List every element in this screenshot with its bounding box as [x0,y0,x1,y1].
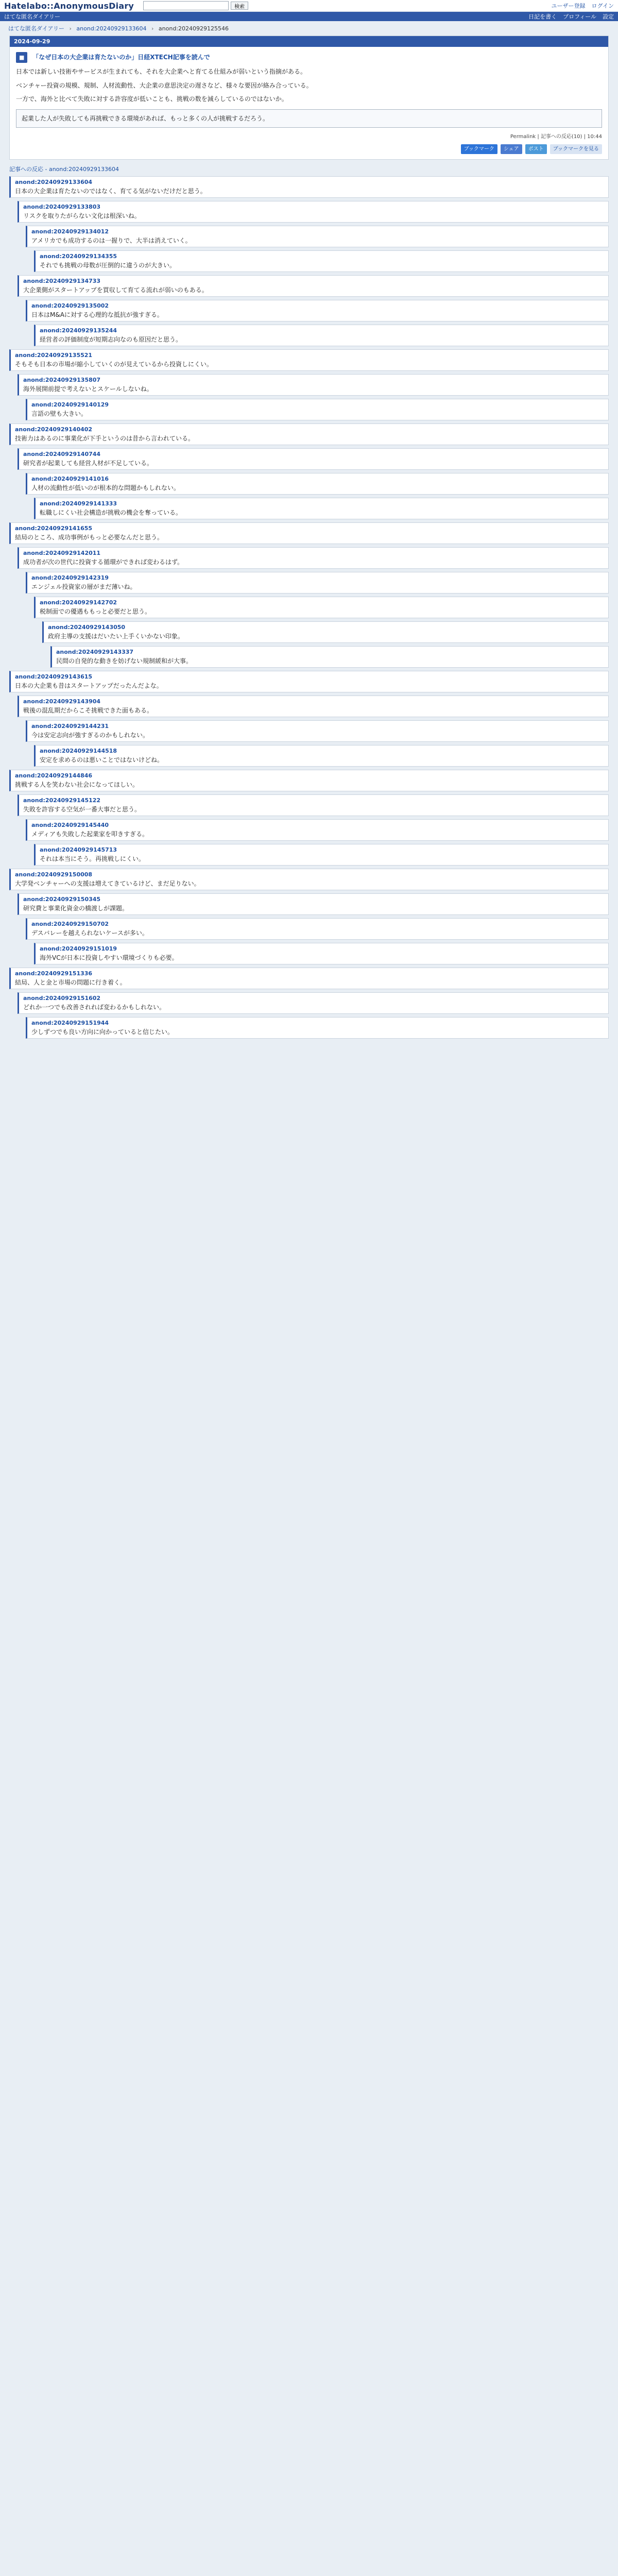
comment-text: 成功者が次の世代に投資する循環ができれば変わるはず。 [23,558,184,566]
comment-node [34,325,609,346]
comment-tree [9,176,609,1039]
comment-author-link[interactable]: anond:20240929141655 [15,525,93,532]
comment-author-link[interactable]: anond:20240929145440 [31,822,109,829]
comment-node [18,448,609,470]
comment-author-link[interactable]: anond:20240929140129 [31,401,109,409]
comment-node [9,423,609,445]
comment-author-link[interactable]: anond:20240929151602 [23,995,101,1002]
comment-text: 戦後の混乱期だからこそ挑戦できた面もある。 [23,707,153,715]
post-title: 「なぜ日本の大企業は育たないのか」日経XTECH記事を読んで [32,54,210,61]
post-meta[interactable]: Permalink | 記事への反応(10) | 10:44 [510,134,602,140]
comment-text: 少しずつでも良い方向に向かっていると信じたい。 [31,1028,174,1036]
comment-text: デスバレーを越えられないケースが多い。 [31,929,148,937]
site-logo[interactable]: Hatelabo::AnonymousDiary [4,1,134,11]
comment-text: 安定を求めるのは悪いことではないけどね。 [40,756,164,764]
comment-node [26,226,609,247]
share-bookmark-button[interactable]: ブックマーク [461,144,497,155]
post-paragraph-0: 日本では新しい技術やサービスが生まれても、それを大企業へと育てる仕組みが弱いという指摘がある。 [16,68,307,76]
comment-text: エンジェル投資家の層がまだ薄いね。 [31,583,136,591]
comment-node [18,275,609,297]
comment-author-link[interactable]: anond:20240929135002 [31,302,109,310]
comment-author-link[interactable]: anond:20240929133604 [15,179,93,186]
comment-node [34,250,609,272]
comment-node [18,992,609,1014]
comment-node [26,1017,609,1039]
comment-node [9,522,609,544]
comment-author-link[interactable]: anond:20240929135807 [23,377,101,384]
comment-text: 転職しにくい社会構造が挑戦の機会を奪っている。 [40,509,182,517]
comment-author-link[interactable]: anond:20240929144846 [15,772,93,779]
comment-author-link[interactable]: anond:20240929145713 [40,846,117,854]
comment-node [26,720,609,742]
post-heading [16,52,602,63]
top-header [0,0,618,12]
comment-node [50,646,609,668]
comment-text: 海外展開前提で考えないとスケールしないね。 [23,385,153,393]
breadcrumb [0,21,618,32]
comment-author-link[interactable]: anond:20240929135521 [15,352,93,359]
comment-node [34,943,609,964]
comment-text: 経営者の評価制度が短期志向なのも原因だと思う。 [40,336,182,344]
comment-author-link[interactable]: anond:20240929134012 [31,228,109,235]
share-button[interactable]: シェア [501,144,522,155]
comment-text: メディアも失敗した起業家を叩きすぎる。 [31,831,149,838]
comment-node [18,893,609,915]
comment-node [34,498,609,519]
comment-text: 日本はM&Aに対する心理的な抵抗が強すぎる。 [31,311,163,319]
post-button[interactable]: ポスト [525,144,547,155]
comment-text: それは本当にそう。再挑戦しにくい。 [40,855,145,863]
comment-text: 政府主導の支援はだいたい上手くいかない印象。 [48,633,184,640]
sub-navigation [0,12,618,21]
comment-node [26,819,609,841]
post-paragraph-2: 一方で、海外と比べて失敗に対する許容度が低いことも、挑戦の数を減らしているのではないか。 [16,95,288,103]
main-container [9,36,609,1039]
comment-node [9,968,609,989]
comment-node [9,869,609,890]
comment-author-link[interactable]: anond:20240929142011 [23,550,101,557]
comment-author-link[interactable]: anond:20240929144231 [31,723,109,730]
post-entry [10,47,608,159]
subnav-right [528,12,614,21]
comment-text: 大学発ベンチャーへの支援は増えてきているけど、まだ足りない。 [15,880,200,888]
comment-node [18,696,609,717]
search-box [143,1,248,10]
comment-node [18,794,609,816]
comment-node [9,176,609,198]
comment-text: それでも挑戦の母数が圧倒的に違うのが大きい。 [40,262,176,269]
post-date: 2024-09-29 [10,36,608,47]
comment-author-link[interactable]: anond:20240929141016 [31,476,109,483]
comment-text: 税制面での優遇ももっと必要だと思う。 [40,608,151,616]
comment-text: 大企業側がスタートアップを買収して育てる流れが弱いのもある。 [23,286,208,294]
comment-node [26,918,609,940]
comment-node [34,745,609,767]
comment-text: 研究者が起業しても経営人材が不足している。 [23,460,153,467]
comment-author-link[interactable]: anond:20240929151336 [15,970,93,977]
subnav-settings[interactable]: 設定 [603,13,614,20]
comment-text: アメリカでも成功するのは一握りで、大半は消えていく。 [31,237,192,245]
comment-author-link[interactable]: anond:20240929133803 [23,204,101,211]
breadcrumb-separator: › [69,25,72,32]
comment-text: どれか一つでも改善されれば変わるかもしれない。 [23,1004,166,1011]
comment-author-link[interactable]: anond:20240929134733 [23,278,101,285]
comment-author-link[interactable]: anond:20240929143904 [23,698,101,705]
comment-node [18,547,609,569]
comment-node [9,349,609,371]
comment-text: 日本の大企業は育たないのではなく、育てる気がないだけだと思う。 [15,188,207,195]
subnav-write[interactable]: 日記を書く [528,13,557,20]
comment-author-link[interactable]: anond:20240929141333 [40,500,117,507]
search-button[interactable]: 検索 [231,2,248,10]
comment-node [42,621,609,643]
comment-author-link[interactable]: anond:20240929150702 [31,921,109,928]
comment-text: 海外VCが日本に投資しやすい環境づくりも必要。 [40,954,178,962]
comment-text: 結局、人と金と市場の問題に行き着く。 [15,979,126,987]
top-link-login[interactable]: ログイン [591,3,614,9]
comment-text: 失敗を許容する空気が一番大事だと思う。 [23,806,141,814]
comment-author-link[interactable]: anond:20240929150008 [15,871,93,878]
share-buttons [16,144,602,155]
comment-text: 日本の大企業も昔はスタートアップだったんだよな。 [15,682,163,690]
comment-node [26,473,609,495]
comment-node [34,844,609,866]
comment-author-link[interactable]: anond:20240929140744 [23,451,101,458]
comment-node [18,374,609,396]
top-link-register[interactable]: ユーザー登録 [551,3,586,9]
comment-author-link[interactable]: anond:20240929151944 [31,1020,109,1027]
comment-text: 挑戦する人を笑わない社会になってほしい。 [15,781,139,789]
comment-node [9,770,609,791]
post-id-pill: ■ [16,52,27,63]
view-bookmarks-button[interactable]: ブックマークを見る [550,144,602,155]
comment-author-link[interactable]: anond:20240929134355 [40,253,117,260]
comment-text: 今は安定志向が強すぎるのかもしれない。 [31,732,149,739]
comment-text: 技術力はあるのに事業化が下手というのは昔から言われている。 [15,435,195,443]
subnav-profile[interactable]: プロフィール [563,13,596,20]
comment-author-link[interactable]: anond:20240929143615 [15,673,93,681]
comment-text: 言語の壁も大きい。 [31,410,88,418]
comments-title: 記事への反応 - anond:20240929133604 [9,166,119,173]
comment-author-link[interactable]: anond:20240929135244 [40,327,117,334]
comment-author-link[interactable]: anond:20240929144518 [40,748,117,755]
comment-node [9,671,609,692]
comment-text: 民間の自発的な動きを妨げない規制緩和が大事。 [56,657,193,665]
comment-author-link[interactable]: anond:20240929142702 [40,599,117,606]
top-links [552,2,614,10]
breadcrumb-item-1[interactable]: anond:20240929133604 [76,25,147,32]
comment-text: そもそも日本の市場が縮小していくのが見えているから投資しにくい。 [15,361,213,368]
breadcrumb-item-2: anond:20240929125546 [158,25,229,32]
breadcrumb-separator: › [151,25,154,32]
comment-text: リスクを取りたがらない文化は根深いね。 [23,212,141,220]
comment-author-link[interactable]: anond:20240929140402 [15,426,93,433]
comment-author-link[interactable]: anond:20240929142319 [31,574,109,582]
comment-author-link[interactable]: anond:20240929145122 [23,797,101,804]
comment-node [26,399,609,420]
comment-author-link[interactable]: anond:20240929143337 [56,649,134,656]
comment-node [34,597,609,618]
comment-author-link[interactable]: anond:20240929151019 [40,945,117,953]
subnav-left-link[interactable]: はてな匿名ダイアリー [4,13,61,20]
post-panel [9,36,609,160]
breadcrumb-item-0[interactable]: はてな匿名ダイアリー [8,25,65,32]
comment-node [26,572,609,594]
comment-text: 研究費と事業化資金の橋渡しが課題。 [23,905,129,912]
comment-node [26,300,609,321]
comment-node [18,201,609,223]
search-input[interactable] [143,1,229,10]
comment-text: 結局のところ、成功事例がもっと必要なんだと思う。 [15,534,164,541]
comment-author-link[interactable]: anond:20240929143050 [48,624,126,631]
comment-text: 人材の流動性が低いのが根本的な問題かもしれない。 [31,484,180,492]
post-paragraph-1: ベンチャー投資の規模、規制、人材流動性、大企業の意思決定の遅さなど、様々な要因が絡み合っている。 [16,81,313,89]
post-quote: 起業した人が失敗しても再挑戦できる環境があれば、もっと多くの人が挑戦するだろう。 [16,109,602,128]
comment-author-link[interactable]: anond:20240929150345 [23,896,101,903]
